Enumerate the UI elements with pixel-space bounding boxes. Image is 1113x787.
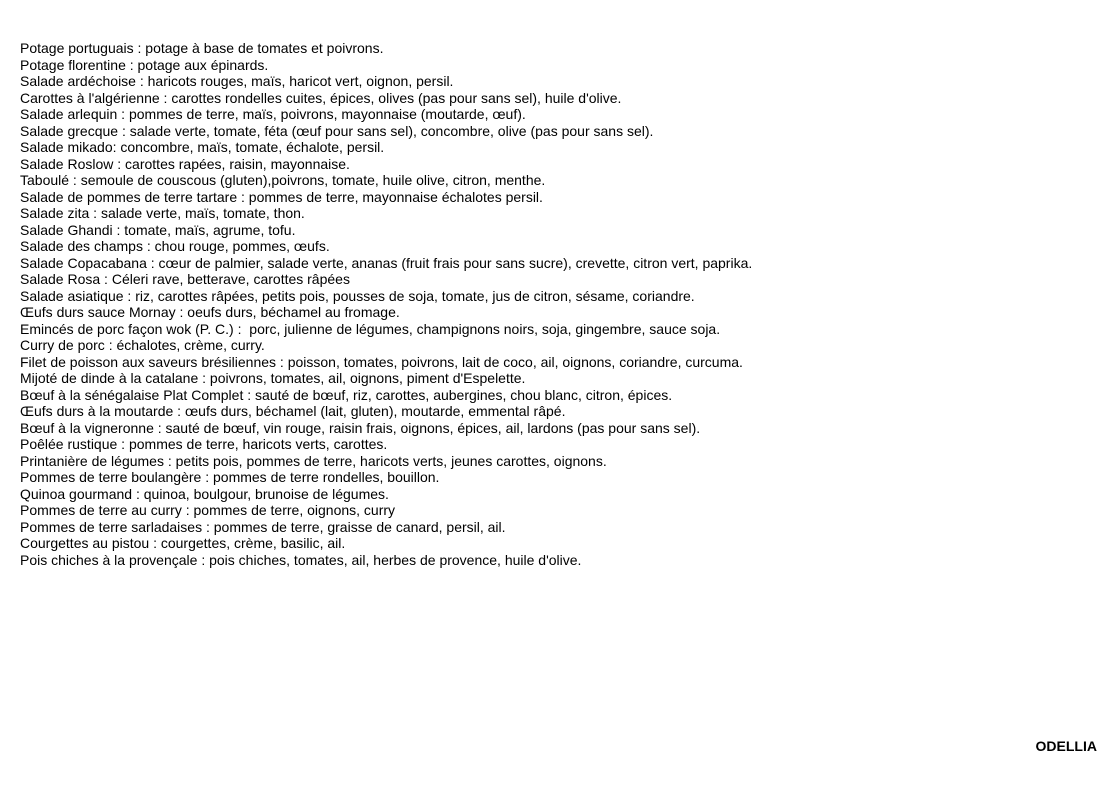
dish-line: Pommes de terre sarladaises : pommes de terre, graisse de canard, persil, ail. <box>20 518 506 535</box>
dish-line: Carottes à l'algérienne : carottes rondelles cuites, épices, olives (pas pour sans sel), huile d'olive. <box>20 89 622 106</box>
dish-line: Salade ardéchoise : haricots rouges, maïs, haricot vert, oignon, persil. <box>20 73 454 89</box>
dish-line: Pois chiches à la provençale : pois chiches, tomates, ail, herbes de provence, huile d'olive. <box>20 551 582 568</box>
dish-line: Salade Copacabana : cœur de palmier, salade verte, ananas (fruit frais pour sans sucre), crevette, citron vert, paprika. <box>20 254 753 271</box>
dish-line: Salade Roslow : carottes rapées, raisin, mayonnaise. <box>20 155 350 172</box>
dish-line: Salade asiatique : riz, carottes râpées, petits pois, pousses de soja, tomate, jus de citron, sésame, coriandre. <box>20 287 695 304</box>
dish-list <box>20 40 1080 568</box>
dish-line: Mijoté de dinde à la catalane : poivrons, tomates, ail, oignons, piment d'Espelette. <box>20 370 526 386</box>
dish-line: Taboulé : semoule de couscous (gluten),poivrons, tomate, huile olive, citron, menthe. <box>20 172 546 188</box>
dish-line: Salade de pommes de terre tartare : pommes de terre, mayonnaise échalotes persil. <box>20 188 543 205</box>
dish-line: Salade zita : salade verte, maïs, tomate, thon. <box>20 205 305 221</box>
dish-line: Salade arlequin : pommes de terre, maïs, poivrons, mayonnaise (moutarde, œuf). <box>20 106 526 122</box>
dish-line: Salade des champs : chou rouge, pommes, œufs. <box>20 238 330 254</box>
dish-line: Salade mikado: concombre, maïs, tomate, échalote, persil. <box>20 139 385 155</box>
dish-line: Salade grecque : salade verte, tomate, féta (œuf pour sans sel), concombre, olive (pas pour sans sel). <box>20 122 654 139</box>
dish-line: Potage portuguais : potage à base de tomates et poivrons. <box>20 40 384 56</box>
dish-line: Salade Ghandi : tomate, maïs, agrume, tofu. <box>20 221 296 238</box>
dish-line: Poêlée rustique : pommes de terre, haricots verts, carottes. <box>20 436 388 452</box>
dish-line: Emincés de porc façon wok (P. C.) : porc, julienne de légumes, champignons noirs, soja, gingembre, sauce soja. <box>20 320 721 337</box>
dish-line: Quinoa gourmand : quinoa, boulgour, brunoise de légumes. <box>20 485 389 502</box>
dish-line: Salade Rosa : Céleri rave, betterave, carottes râpées <box>20 271 350 287</box>
dish-line: Œufs durs à la moutarde : œufs durs, béchamel (lait, gluten), moutarde, emmental râpé. <box>20 403 566 419</box>
dish-line: Courgettes au pistou : courgettes, crème, basilic, ail. <box>20 535 346 551</box>
dish-line: Bœuf à la sénégalaise Plat Complet : sauté de bœuf, riz, carottes, aubergines, chou blanc, citron, épices. <box>20 386 673 403</box>
dish-line: Œufs durs sauce Mornay : oeufs durs, béchamel au fromage. <box>20 304 400 320</box>
dish-line: Potage florentine : potage aux épinards. <box>20 56 269 73</box>
footer-brand: ODELLIA <box>1035 738 1097 754</box>
dish-line: Curry de porc : échalotes, crème, curry. <box>20 337 265 353</box>
dish-line: Bœuf à la vigneronne : sauté de bœuf, vin rouge, raisin frais, oignons, épices, ail, lardons (pas pour sans sel). <box>20 419 701 436</box>
dish-line: Printanière de légumes : petits pois, pommes de terre, haricots verts, jeunes carottes, oignons. <box>20 452 607 469</box>
dish-line: Pommes de terre boulangère : pommes de terre rondelles, bouillon. <box>20 469 440 485</box>
dish-line: Filet de poisson aux saveurs brésiliennes : poisson, tomates, poivrons, lait de coco, ail, oignons, coriandre, curcuma. <box>20 353 743 370</box>
dish-line: Pommes de terre au curry : pommes de terre, oignons, curry <box>20 502 396 518</box>
